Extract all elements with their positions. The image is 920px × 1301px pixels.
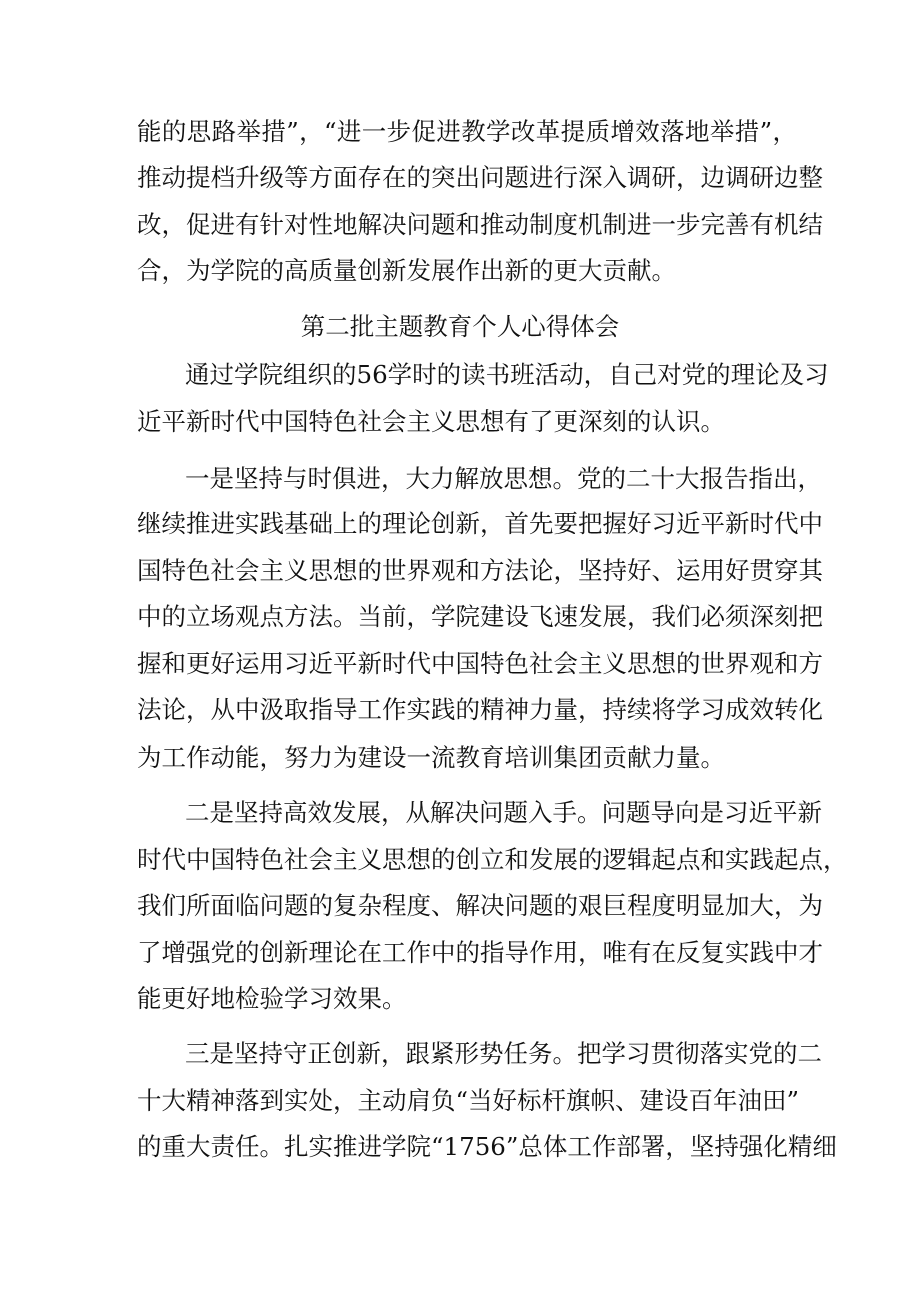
text-line: 三是坚持守正创新，跟紧形势任务。把学习贯彻落实党的二 (185, 1039, 822, 1068)
text-line: 握和更好运用习近平新时代中国特色社会主义思想的世界观和方 (137, 649, 823, 678)
text-line: 改，促进有针对性地解决问题和推动制度机制进一步完善有机结 (137, 210, 823, 239)
text-line: 推动提档升级等方面存在的突出问题进行深入调研，边调研边整 (137, 163, 823, 192)
text-line: 十大精神落到实处，主动肩负“当好标杆旗帜、建设百年油田” (137, 1086, 800, 1115)
text-line: 的重大责任。扎实推进学院“1756”总体工作部署，坚持强化精细 (137, 1132, 837, 1161)
text-line: 为工作动能，努力为建设一流教育培训集团贡献力量。 (137, 743, 725, 772)
text-line: 能更好地检验学习效果。 (137, 984, 407, 1013)
text-line: 国特色社会主义思想的世界观和方法论，坚持好、运用好贯穿其 (137, 556, 823, 585)
text-line: 合，为学院的高质量创新发展作出新的更大贡献。 (137, 256, 676, 285)
text-line: 法论，从中汲取指导工作实践的精神力量，持续将学习成效转化 (137, 695, 823, 724)
text-line: 近平新时代中国特色社会主义思想有了更深刻的认识。 (137, 407, 725, 436)
text-line: 通过学院组织的56学时的读书班活动，自己对党的理论及习 (185, 360, 829, 389)
text-line: 了增强党的创新理论在工作中的指导作用，唯有在反复实践中才 (137, 938, 823, 967)
text-line: 时代中国特色社会主义思想的创立和发展的逻辑起点和实践起点， (137, 845, 848, 874)
text-line: 我们所面临问题的复杂程度、解决问题的艰巨程度明显加大，为 (137, 891, 823, 920)
text-line: 二是坚持高效发展，从解决问题入手。问题导向是习近平新 (185, 798, 822, 827)
text-line: 一是坚持与时俱进，大力解放思想。党的二十大报告指出， (185, 464, 822, 493)
text-line: 中的立场观点方法。当前，学院建设飞速发展，我们必须深刻把 (137, 602, 823, 631)
text-line: 能的思路举措”，“进一步促进教学改革提质增效落地举措”， (137, 117, 797, 146)
text-line: 继续推进实践基础上的理论创新，首先要把握好习近平新时代中 (137, 509, 823, 538)
section-title: 第二批主题教育个人心得体会 (300, 312, 620, 341)
